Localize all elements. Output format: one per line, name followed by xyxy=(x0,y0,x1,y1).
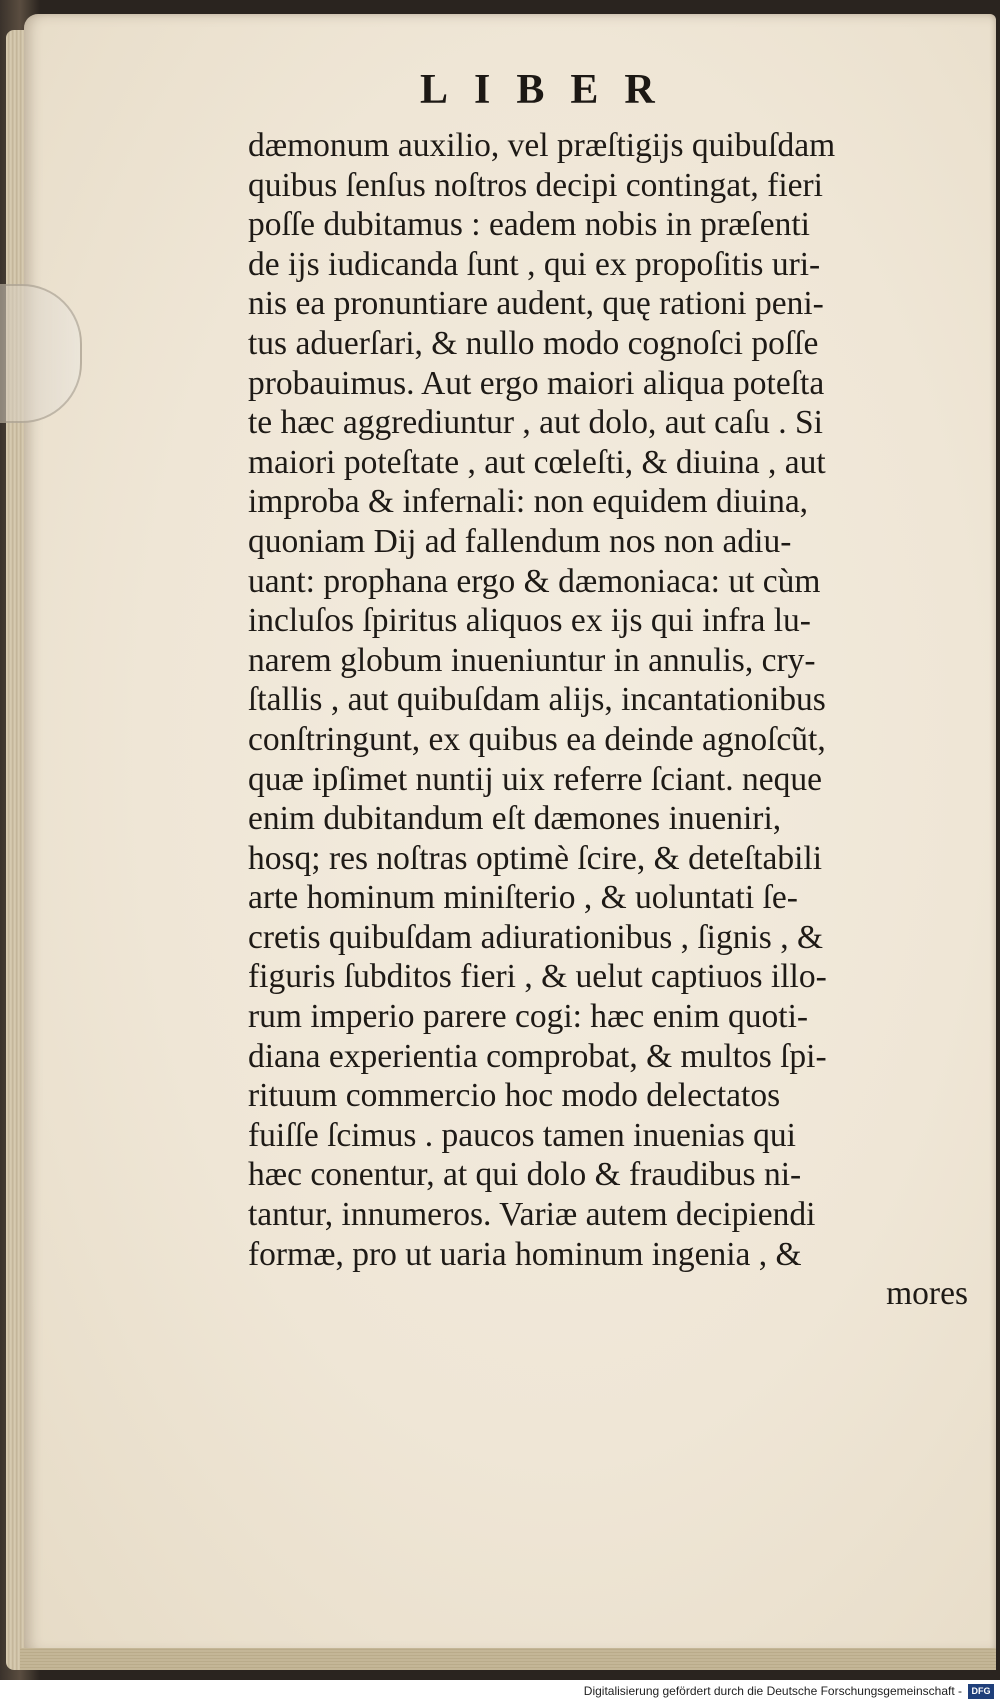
text-line: incluſos ſpiritus aliquos ex ijs qui infra lu- xyxy=(248,602,811,640)
page-text xyxy=(248,126,968,1314)
text-line: figuris ſubditos fieri , & uelut captiuos illo- xyxy=(248,958,827,996)
text-line: de ijs iudicanda ſunt , qui ex propoſitis uri- xyxy=(248,245,821,283)
text-line: quibus ſenſus noſtros decipi contingat, fieri xyxy=(248,166,823,204)
text-line: rituum commercio hoc modo delectatos xyxy=(248,1077,781,1115)
dfg-logo-icon: DFG xyxy=(968,1684,994,1699)
text-line: nis ea pronuntiare audent, quę rationi peni- xyxy=(248,285,824,323)
text-line: narem globum inueniuntur in annulis, cry- xyxy=(248,641,816,679)
text-line: formæ, pro ut uaria hominum ingenia , & xyxy=(248,1235,802,1273)
text-line: uant: prophana ergo & dæmoniaca: ut cùm xyxy=(248,562,821,600)
text-line: enim dubitandum eſt dæmones inueniri, xyxy=(248,800,782,838)
text-line: tantur, innumeros. Variæ autem decipiendi xyxy=(248,1196,816,1234)
text-line: poſſe dubitamus : eadem nobis in præſenti xyxy=(248,206,810,244)
text-line: tus aduerſari, & nullo modo cognoſci poſſe xyxy=(248,324,819,362)
footer-credit: Digitalisierung gefördert durch die Deutsche Forschungsgemeinschaft - xyxy=(583,1684,962,1698)
catchword: mores xyxy=(886,1275,968,1313)
footer-bar xyxy=(0,1680,1000,1704)
text-line: maiori poteſtate , aut cœleſti, & diuina , aut xyxy=(248,443,826,481)
text-line: dæmonum auxilio, vel præſtigijs quibuſdam xyxy=(248,127,836,164)
text-line: arte hominum miniſterio , & uoluntati ſe- xyxy=(248,879,798,917)
text-line: quæ ipſimet nuntij uix referre ſciant. neque xyxy=(248,760,822,798)
text-line: cretis quibuſdam adiurationibus , ſignis , & xyxy=(248,918,824,956)
text-line: te hæc aggrediuntur , aut dolo, aut caſu . Si xyxy=(248,404,823,442)
text-line: hosq; res noſtras optimè ſcire, & deteſtabili xyxy=(248,839,823,877)
text-line: improba & infernali: non equidem diuina, xyxy=(248,483,809,521)
text-line: conſtringunt, ex quibus ea deinde agnoſcũt, xyxy=(248,720,826,758)
text-line: diana experientia comprobat, & multos ſpi- xyxy=(248,1037,827,1075)
text-line: rum imperio parere cogi: hæc enim quoti- xyxy=(248,998,809,1036)
text-line: hæc conentur, at qui dolo & fraudibus ni- xyxy=(248,1156,802,1194)
text-line: quoniam Dij ad fallendum nos non adiu- xyxy=(248,522,792,560)
page-bottom-edge xyxy=(20,1648,996,1670)
text-line: fuiſſe ſcimus . paucos tamen inuenias qui xyxy=(248,1116,796,1154)
running-head: LIBER xyxy=(420,67,681,113)
text-line: probauimus. Aut ergo maiori aliqua poteſta xyxy=(248,364,825,402)
text-line: ſtallis , aut quibuſdam alijs, incantationibus xyxy=(248,681,826,719)
